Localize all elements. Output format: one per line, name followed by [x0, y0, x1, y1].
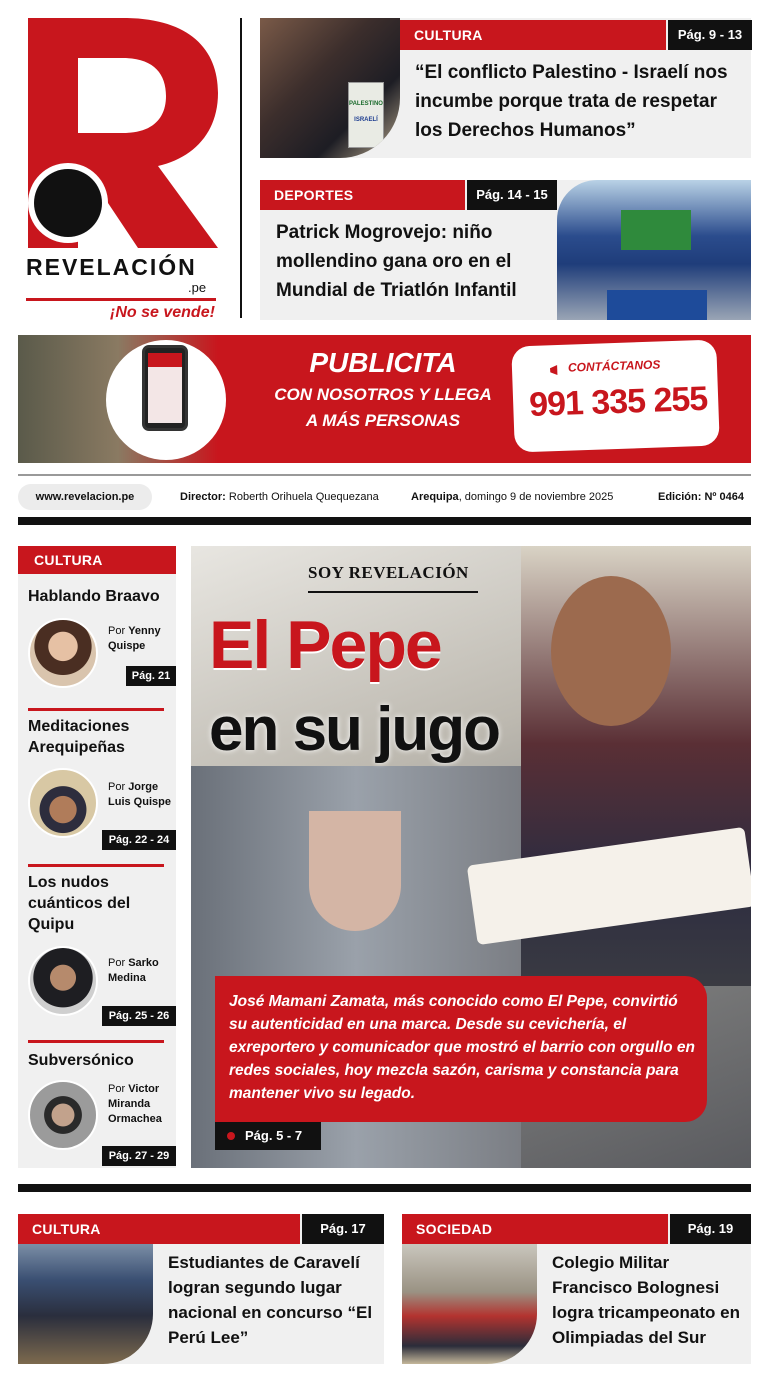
sidebar-item-title: Los nudos cuánticos del Quipu [28, 874, 131, 933]
phone-number: 991 335 255 [528, 379, 708, 425]
edition-number: Nº 0464 [704, 491, 744, 503]
director-name: Roberth Orihuela Quequezana [228, 491, 379, 503]
feature-story[interactable] [191, 546, 751, 1168]
byline: Por Yenny Quispe [108, 625, 161, 652]
date: , domingo 9 de noviembre 2025 [458, 491, 614, 503]
sidebar-item-title: Hablando Braavo [28, 588, 160, 605]
feature-title-line-1: El Pepe [209, 607, 441, 683]
phone-icon [142, 345, 188, 431]
contact-bubble[interactable] [511, 339, 720, 452]
headline: Patrick Mogrovejo: niño mollendino gana oro en el Mundial de Triatlón Infantil [276, 222, 517, 301]
bottom-story-cultura[interactable] [18, 1214, 384, 1364]
bottom-story-photo [18, 1244, 153, 1364]
bottom-story-photo [402, 1244, 537, 1364]
bottom-rule [18, 1184, 751, 1192]
logo-r-mark [28, 18, 218, 248]
top-story-photo [260, 18, 400, 158]
kicker-rule [308, 591, 478, 593]
book-cover: PALESTINO ISRAELÍ [348, 82, 384, 148]
sidebar-item[interactable] [18, 1050, 176, 1168]
byline: Por Victor Miranda Ormachea [108, 1083, 162, 1125]
feature-summary-box [215, 976, 707, 1122]
avatar [28, 618, 98, 688]
byline: Por Jorge Luis Quispe [108, 781, 171, 808]
page-ref: Pág. 14 - 15 [467, 180, 557, 210]
avatar [28, 1080, 98, 1150]
slogan: ¡No se vende! [110, 304, 215, 321]
podium [607, 290, 707, 320]
sidebar-item-title: Subversónico [28, 1052, 134, 1069]
sidebar-section-tag: CULTURA [18, 546, 176, 574]
feature-title-line-2: en su jugo [209, 695, 499, 764]
chef-face [551, 576, 671, 726]
feature-photo-glass [309, 811, 401, 931]
website-link[interactable]: www.revelacion.pe [18, 484, 152, 510]
feature-page-ref: Pág. 5 - 7 [215, 1122, 321, 1150]
sidebar-item[interactable] [18, 586, 176, 686]
ad-banner[interactable] [18, 335, 751, 463]
page-ref: Pág. 22 - 24 [102, 830, 176, 850]
byline: Por Sarko Medina [108, 957, 159, 984]
section-tag: CULTURA [400, 20, 666, 50]
section-tag: DEPORTES [260, 180, 465, 210]
contact-label: CONTÁCTANOS [567, 357, 661, 375]
info-bar [18, 484, 751, 510]
top-story-photo [557, 180, 751, 320]
sidebar-item-title: Meditaciones Arequipeñas [28, 718, 130, 756]
avatar [28, 768, 98, 838]
page-ref: Pág. 19 [670, 1214, 751, 1244]
flag [621, 210, 691, 250]
page-ref: Pág. 21 [126, 666, 176, 686]
bottom-story-sociedad[interactable] [402, 1214, 751, 1364]
sidebar-divider [28, 708, 164, 711]
masthead-divider [240, 18, 242, 318]
section-tag: CULTURA [18, 1214, 300, 1244]
feature-kicker: SOY REVELACIÓN [308, 563, 469, 582]
top-story-deportes[interactable] [260, 180, 751, 320]
megaphone-icon [550, 365, 562, 375]
avatar [28, 946, 98, 1016]
headline: Colegio Militar Francisco Bolognesi logra tricampeonato en Olimpiadas del Sur [552, 1253, 740, 1347]
brand-domain: .pe [188, 280, 207, 295]
sidebar-divider [28, 1040, 164, 1043]
headline: “El conflicto Palestino - Israelí nos incumbe porque trata de respetar los Derechos Humanos” [415, 62, 728, 141]
sidebar-divider [28, 864, 164, 867]
sidebar-item[interactable] [18, 716, 176, 852]
masthead-logo[interactable] [22, 18, 222, 298]
bullet-icon [227, 1132, 235, 1140]
brand-name: REVELACIÓN [26, 254, 197, 280]
edition-label: Edición: [658, 491, 702, 503]
feature-summary: José Mamani Zamata, más conocido como El Pepe, convirtió su autenticidad en una marca. Desde su cevichería, el exreportero y comunicador que mostró el barrio con orgullo en redes sociales, hoy mezcla sazón, carisma y constancia para mantener vivo su legado. [229, 993, 695, 1102]
ad-line-1: CON NOSOTROS Y LLEGA [274, 385, 492, 404]
section-tag: SOCIEDAD [402, 1214, 668, 1244]
info-rule-bottom [18, 517, 751, 525]
page-ref: Pág. 17 [302, 1214, 384, 1244]
top-story-cultura[interactable] [260, 18, 751, 158]
ad-title: PUBLICITA [309, 347, 457, 378]
director-label: Director: [180, 491, 226, 503]
page-ref: Pág. 9 - 13 [668, 20, 752, 50]
sidebar-item[interactable] [18, 872, 176, 1028]
headline: Estudiantes de Caravelí logran segundo lugar nacional en concurso “El Perú Lee” [168, 1253, 373, 1347]
slogan-rule [26, 298, 216, 301]
city: Arequipa [411, 491, 459, 503]
info-rule-top [18, 474, 751, 476]
page-ref: Pág. 27 - 29 [102, 1146, 176, 1166]
ad-line-2: A MÁS PERSONAS [305, 411, 461, 430]
page-ref: Pág. 25 - 26 [102, 1006, 176, 1026]
